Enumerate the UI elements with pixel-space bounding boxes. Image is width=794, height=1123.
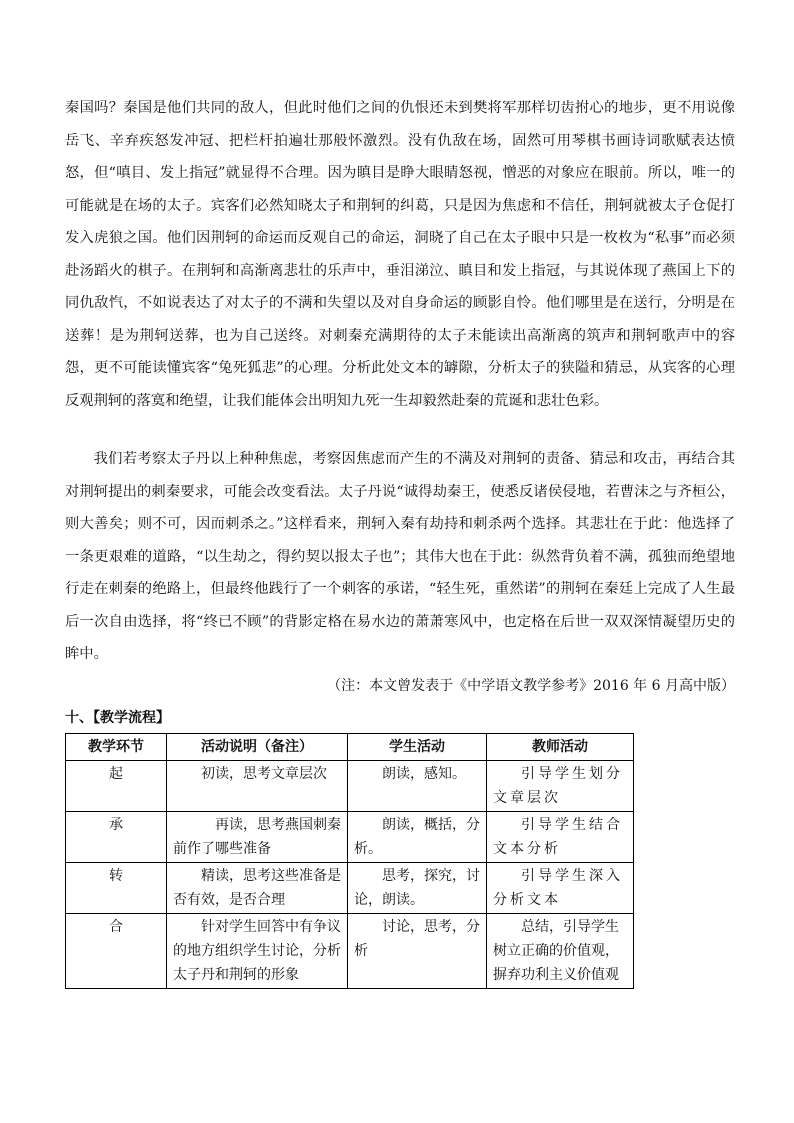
cell-description: 初读，思考文章层次 [167,760,348,811]
table-row [66,913,634,988]
cell-teacher-activity: 引导学生结合文本分析 [487,811,634,862]
cell-student-activity: 朗读，概括，分析。 [348,811,487,862]
section-title: 十、【教学流程】 [65,709,170,726]
cell-teacher-activity: 引导学生深入分析文本 [487,862,634,913]
paragraph-gap [65,417,735,443]
cell-teacher-activity: 总结，引导学生树立正确的价值观，摒弃功利主义价值观 [487,913,634,988]
header-teacher-activity: 教师活动 [487,733,634,760]
cell-description: 再读，思考燕国刺秦前作了哪些准备 [167,811,348,862]
cell-description: 精读，思考这些准备是否有效，是否合理 [167,862,348,913]
table-row [66,811,634,862]
header-stage: 教学环节 [66,733,167,760]
table-header-row [66,733,634,760]
publication-note: （注：本文曾发表于《中学语文教学参考》2016 年 6 月高中版） [327,677,735,694]
cell-stage: 转 [66,862,167,913]
cell-student-activity: 讨论，思考，分析 [348,913,487,988]
teaching-flow-table [65,733,634,989]
table-row [66,862,634,913]
body-paragraph-2: 我们若考察太子丹以上种种焦虑，考察因焦虑而产生的不满及对荆轲的责备、猜忌和攻击，再结合其对荆轲提出的刺秦要求，可能会改变看法。太子丹说“诚得劫秦王，使悉反诸侯侵地，若曹沫之与齐桓公，则大善矣；则不可，因而刺杀之。”这样看来，荆轲入秦有劫持和刺杀两个选择。其悲壮在于此：他选择了一条更艰难的道路，“以生劫之，得约契以报太子也”；其伟大也在于此：纵然背负着不满，孤独而绝望地行走在刺秦的绝路上，但最终他践行了一个刺客的承诺，“轻生死，重然诺”的荆轲在秦廷上完成了人生最后一次自由选择，将“终已不顾”的背影定格在易水边的萧萧寒风中，也定格在后世一双双深情凝望历史的眸中。 [65,451,735,662]
cell-stage: 合 [66,913,167,988]
cell-student-activity: 朗读，感知。 [348,760,487,811]
cell-stage: 起 [66,760,167,811]
cell-student-activity: 思考，探究，讨论，朗读。 [348,862,487,913]
header-description: 活动说明（备注） [167,733,348,760]
table-row [66,760,634,811]
cell-stage: 承 [66,811,167,862]
body-paragraph-1: 秦国吗？秦国是他们共同的敌人，但此时他们之间的仇恨还未到樊将军那样切齿拊心的地步，更不用说像岳飞、辛弃疾怒发冲冠、把栏杆拍遍壮那般怀激烈。没有仇敌在场，固然可用琴棋书画诗词歌赋表达愤怒，但“嗔目、发上指冠”就显得不合理。因为瞋目是睁大眼睛怒视，憎恶的对象应在眼前。所以，唯一的可能就是在场的太子。宾客们必然知晓太子和荆轲的纠葛，只是因为焦虑和不信任，荆轲就被太子仓促打发入虎狼之国。他们因荆轲的命运而反观自己的命运，洞晓了自己在太子眼中只是一枚枚为“私事”而必须赴汤蹈火的棋子。在荆轲和高渐离悲壮的乐声中，垂泪涕泣、瞋目和发上指冠，与其说体现了燕国上下的同仇敌忾，不如说表达了对太子的不满和失望以及对自身命运的顾影自怜。他们哪里是在送行，分明是在送葬！是为荆轲送葬，也为自己送终。对刺秦充满期待的太子未能读出高渐离的筑声和荆轲歌声中的容怨，更不可能读懂宾客“兔死狐悲”的心理。分析此处文本的罅隙，分析太子的狭隘和猜忌，从宾客的心理反观荆轲的落寞和绝望，让我们能体会出明知九死一生却毅然赴秦的荒诞和悲壮色彩。 [65,100,735,409]
cell-description: 针对学生回答中有争议的地方组织学生讨论，分析太子丹和荆轲的形象 [167,913,348,988]
cell-teacher-activity: 引导学生划分文章层次 [487,760,634,811]
document-page [65,92,735,989]
header-student-activity: 学生活动 [348,733,487,760]
